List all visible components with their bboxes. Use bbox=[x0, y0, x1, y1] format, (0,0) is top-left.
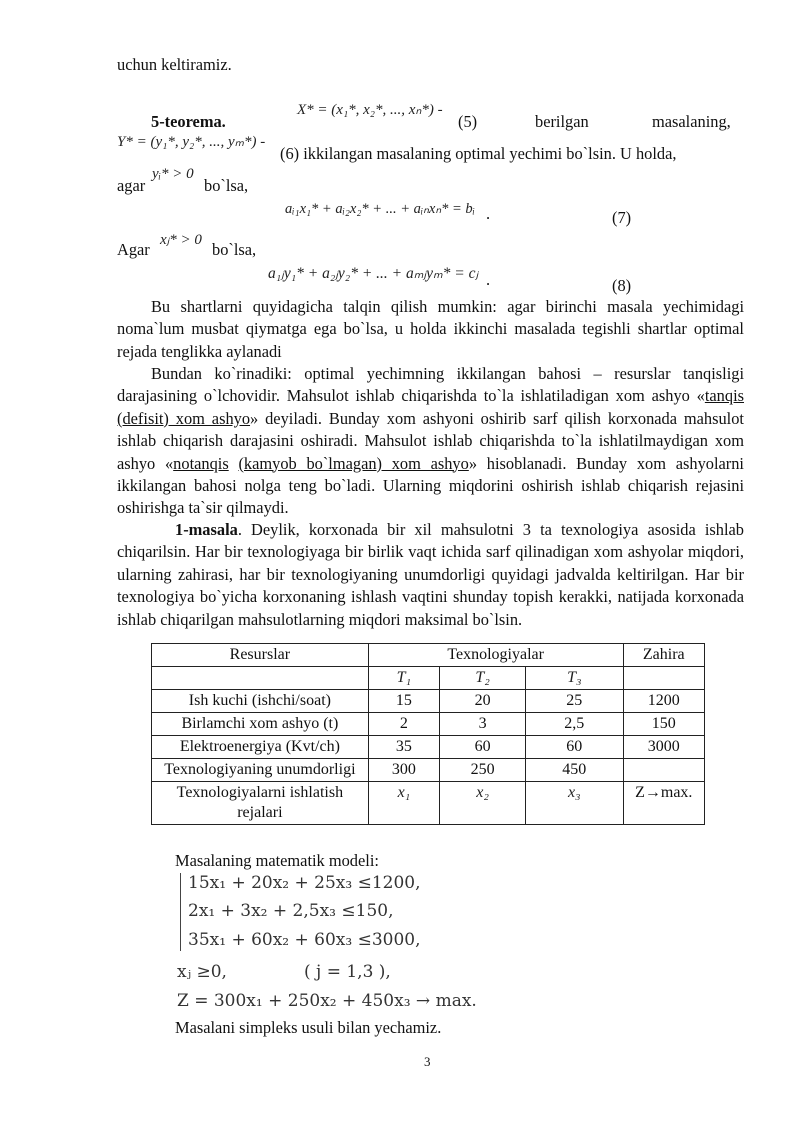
row-name: Ish kuchi (ishchi/soat) bbox=[152, 690, 369, 713]
problem-label: 1-masala bbox=[175, 520, 238, 539]
model-heading: Masalaning matematik modeli: bbox=[175, 851, 379, 870]
paragraph-dual-estimate: Bundan ko`rinadiki: optimal yechimning ikkilangan bahosi – resurslar tanqisligi darajasining o`lchovidir. Mahsulot ishlab chiqarishda to`la ishlatiladigan xom ashyo «tanqis (defisit) xom ashyo» deyiladi. Bunday xom ashyoni oshirib sarf qilish korxonada mahsulot ishlab chiqarish darajasini oshiradi. Mahsulot ishlab chiqarishda to`la ishlatilmaydigan xom ashyo «notanqis (kamyob bo`lmagan) xom ashyo» hisoblanadi. Bunday xom ashyolarni ikkilangan bahosi nolga teng bo`ladi. Ularning miqdorini oshirish ishlab chiqarish rejasini oshirishga ta`sir qilmaydi. bbox=[117, 364, 744, 518]
formula-8-dot: . bbox=[486, 270, 491, 289]
constraint-1: 15x₁ + 20x₂ + 25x₃ ≤1200, bbox=[188, 873, 421, 893]
bolsa-word-2: bo`lsa, bbox=[212, 240, 257, 259]
x-vector-formula: X* = (x₁*, x₂*, ..., xₙ*) - bbox=[297, 102, 443, 118]
cell-value: 35 bbox=[368, 736, 439, 759]
constraint-3: 35x₁ + 60x₂ + 60x₃ ≤3000, bbox=[188, 930, 421, 950]
row-name: Birlamchi xom ashyo (t) bbox=[152, 713, 369, 736]
theorem-label: 5-teorema. bbox=[151, 112, 226, 131]
system-brace bbox=[180, 873, 181, 951]
intro-line: uchun keltiramiz. bbox=[117, 55, 232, 74]
row-name: Texnologiyaning unumdorligi bbox=[152, 759, 369, 782]
header-resources: Resurslar bbox=[152, 644, 369, 667]
constraint-2: 2x₁ + 3x₂ + 2,5x₃ ≤150, bbox=[188, 901, 394, 921]
word-berilgan: berilgan bbox=[535, 112, 589, 131]
header-technologies: Texnologiyalar bbox=[368, 644, 623, 667]
cell-value: 3 bbox=[440, 713, 526, 736]
tech-label-t1: T₁ bbox=[368, 667, 439, 690]
objective-function: Z = 300x₁ + 250x₂ + 450x₃ → max. bbox=[177, 991, 477, 1011]
table-tech-labels-row bbox=[152, 667, 705, 690]
tech-label-t2: T₂ bbox=[440, 667, 526, 690]
eq5-number: (5) bbox=[458, 112, 478, 131]
term-tanqis: tanqis (defisit) xom ashyo bbox=[117, 386, 744, 428]
cell-variable: x₃ bbox=[526, 782, 623, 825]
agar-word: agar bbox=[117, 176, 146, 195]
nonnegativity: xⱼ ≥0, bbox=[177, 962, 227, 982]
condition-x-positive: xⱼ* > 0 bbox=[160, 232, 202, 248]
term-kamyob: (kamyob bo`lmagan) xom ashyo bbox=[238, 453, 469, 473]
cell-reserve bbox=[623, 759, 704, 782]
paragraph-problem-1: 1-masala. Deylik, korxonada bir xil mahsulotni 3 ta texnologiya asosida ishlab chiqarilsin. Har bir texnologiyaga bir birlik vaqt ichida sarf qilinadigan xom ashyolar miqdori, ularning zahirasi, har bir texnologiyaning unumdorligi quyidagi jadvalda keltirilgan. Har bir texnologiya bo`yicha korxonaning ishlash vaqtini shunday topish kerakki, natijada korxonada ishlab chiqarilgan mahsulotlarning miqdori maksimal bo`lsin. bbox=[117, 520, 744, 629]
eq8-number: (8) bbox=[612, 276, 632, 295]
cell-value: 60 bbox=[526, 736, 623, 759]
paragraph-interpretation: Bu shartlarni quyidagicha talqin qilish mumkin: agar birinchi masala yechimidagi noma`lum musbat qiymatga ega bo`lsa, u holda ikkinchi masalada tegishli shartlar optimal rejada tenglikka aylanadi bbox=[117, 297, 744, 361]
cell-value: 2,5 bbox=[526, 713, 623, 736]
table-row bbox=[152, 782, 705, 825]
cell-value: 450 bbox=[526, 759, 623, 782]
condition-y-positive: yᵢ* > 0 bbox=[152, 166, 194, 182]
cell-reserve: 3000 bbox=[623, 736, 704, 759]
term-notanqis: notanqis bbox=[173, 453, 229, 473]
eq7-number: (7) bbox=[612, 208, 632, 227]
cell-value: 300 bbox=[368, 759, 439, 782]
cell-value: 15 bbox=[368, 690, 439, 713]
page-number: 3 bbox=[424, 1054, 431, 1069]
cell-value: 2 bbox=[368, 713, 439, 736]
table-row bbox=[152, 759, 705, 782]
table-row bbox=[152, 736, 705, 759]
formula-7: aᵢ₁x₁* + aᵢ₂x₂* + ... + aᵢₙxₙ* = bᵢ bbox=[285, 201, 475, 217]
cell-value: 20 bbox=[440, 690, 526, 713]
formula-8: a₁ⱼy₁* + a₂ⱼy₂* + ... + aₘⱼyₘ* = cⱼ bbox=[268, 265, 479, 282]
agar-word-2: Agar bbox=[117, 240, 150, 259]
row-name: Texnologiyalarni ishlatish rejalari bbox=[152, 782, 369, 825]
header-reserve: Zahira bbox=[623, 644, 704, 667]
index-range: ( j = 1,3 ), bbox=[304, 962, 391, 982]
cell-objective: Z→max. bbox=[623, 782, 704, 825]
cell-reserve: 150 bbox=[623, 713, 704, 736]
resources-table bbox=[151, 643, 705, 825]
table-header-row bbox=[152, 644, 705, 667]
y-vector-formula: Y* = (y₁*, y₂*, ..., yₘ*) - bbox=[117, 134, 266, 150]
cell-reserve: 1200 bbox=[623, 690, 704, 713]
bolsa-word: bo`lsa, bbox=[204, 176, 249, 195]
table-row bbox=[152, 690, 705, 713]
solution-note: Masalani simpleks usuli bilan yechamiz. bbox=[175, 1018, 442, 1037]
cell-variable: x₂ bbox=[440, 782, 526, 825]
cell-variable: x₁ bbox=[368, 782, 439, 825]
table-row bbox=[152, 713, 705, 736]
word-masalaning: masalaning, bbox=[652, 112, 731, 131]
tech-label-t3: T₃ bbox=[526, 667, 623, 690]
row-name: Elektroenergiya (Kvt/ch) bbox=[152, 736, 369, 759]
cell-value: 25 bbox=[526, 690, 623, 713]
cell-value: 250 bbox=[440, 759, 526, 782]
cell-value: 60 bbox=[440, 736, 526, 759]
formula-7-dot: . bbox=[486, 204, 491, 223]
theorem-line2: (6) ikkilangan masalaning optimal yechimi bo`lsin. U holda, bbox=[280, 144, 677, 163]
